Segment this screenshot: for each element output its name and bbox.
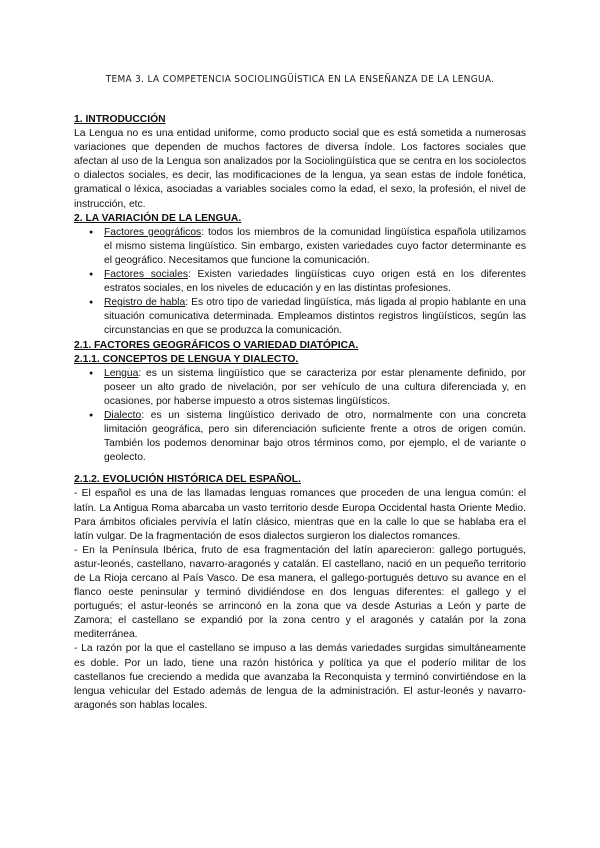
section-heading-introduccion: 1. INTRODUCCIÓN — [74, 114, 166, 125]
list-item-term: Factores sociales — [104, 269, 188, 281]
list-item-text: : es un sistema lingüístico derivado de otro, normalmente con una concreta limitación geográfica, pero sin diferenciación suficiente frente a otros de origen común. También los podemos denominar bajo otros términos como, por ejemplo, el de variante o geolecto. — [104, 409, 526, 464]
document-body — [74, 113, 526, 713]
list-item-term: Registro de habla — [104, 297, 186, 309]
section-heading-factores-geograficos: 2.1. FACTORES GEOGRÁFICOS O VARIEDAD DIATÓPICA. — [74, 339, 359, 351]
evolucion-paragraph-3: - La razón por la que el castellano se impuso a las demás variedades surgidas simultáneamente es doble. Por un lado, tiene una razón histórica y política ya que el poderío militar de los castellanos fue creciendo a medida que avanzaba la Reconquista y terminó convirtiéndose en la lengua vehicular del Estado además de lengua de la administración. El astur-leonés y navarro-aragonés son hablas locales. — [74, 643, 526, 711]
list-item-text: : es un sistema lingüístico que se caracteriza por estar plenamente definido, por poseer un alto grado de nivelación, por ser vehículo de una cultura diferenciada y, en ocasiones, por haberse impuesto a otros sistemas lingüísticos. — [104, 367, 526, 407]
list-item-text: : Es otro tipo de variedad lingüística, más ligada al propio hablante en una situación comunicativa determinada. Empleamos distintos registros lingüísticos, según las circunstancias en que se produzca la comunicación. — [104, 297, 526, 337]
variacion-list — [74, 226, 526, 339]
list-item — [74, 409, 526, 465]
section-heading-evolucion: 2.1.2. EVOLUCIÓN HISTÓRICA DEL ESPAÑOL. — [74, 474, 301, 486]
list-item — [74, 296, 526, 338]
list-item-text: : todos los miembros de la comunidad lingüística española utilizamos el mismo sistema lingüístico. Sin embargo, existen variedades cuyo factor determinante es el geográfico. Necesitamos que funcione la comunicación. — [104, 226, 526, 266]
conceptos-list — [74, 367, 526, 466]
list-item-term: Factores geográficos — [104, 226, 202, 238]
section-heading-variacion: 2. LA VARIACIÓN DE LA LENGUA. — [74, 212, 242, 224]
list-item — [74, 367, 526, 409]
document-title: TEMA 3. LA COMPETENCIA SOCIOLINGÜÍSTICA EN LA ENSEÑANZA DE LA LENGUA. — [105, 74, 495, 85]
introduccion-paragraph: La Lengua no es una entidad uniforme, como producto social que es está sometida a numerosas variaciones que dependen de muchos factores de diversa índole. Los factores sociales que afectan al uso de la Lengua son analizados por la Sociolingüística que se centra en los sociolectos o dialectos sociales, es decir, las modificaciones de la lengua, ya sean estas de índole fonética, gramatical o léxica, asociadas a variables sociales como la edad, el sexo, la profesión, el nivel de instrucción, etc. — [74, 128, 526, 210]
evolucion-paragraph-2: - En la Península Ibérica, fruto de esa fragmentación del latín aparecieron: gallego portugués, astur-leonés, castellano, navarro-aragonés y catalán. El castellano, nació en un pequeño territorio de La Rioja cercano al País Vasco. De esa manera, el gallego-portugués detuvo su avance en el flanco oeste peninsular y terminó dividiéndose en dos lenguas diferentes: el gallego y el portugués; el astur-leonés se arrinconó en la zona que va desde Asturias a León y parte de Zamora; el castellano se expandió por la zona centro y el aragonés y catalán por la zona mediterránea. — [74, 544, 526, 641]
list-item-text: : Existen variedades lingüísticas cuyo origen está en los diferentes estratos sociales, en los niveles de educación y en las distintas profesiones. — [104, 269, 527, 295]
list-item-term: Lengua — [104, 367, 139, 379]
list-item — [74, 226, 526, 268]
list-item — [74, 268, 526, 296]
list-item-term: Dialecto — [104, 409, 142, 421]
section-heading-conceptos: 2.1.1. CONCEPTOS DE LENGUA Y DIALECTO. — [74, 353, 299, 365]
evolucion-paragraph-1: - El español es una de las llamadas lenguas romances que proceden de una lengua común: el latín. La Antigua Roma abarcaba un vasto territorio desde Europa Occidental hasta Oriente Medio. Para ámbitos oficiales pervivía el latín clásico, mientras que en la calle lo que se hablaba era el latín vulgar. De la fragmentación de esos dialectos surgieron los dialectos romances. — [74, 488, 526, 542]
